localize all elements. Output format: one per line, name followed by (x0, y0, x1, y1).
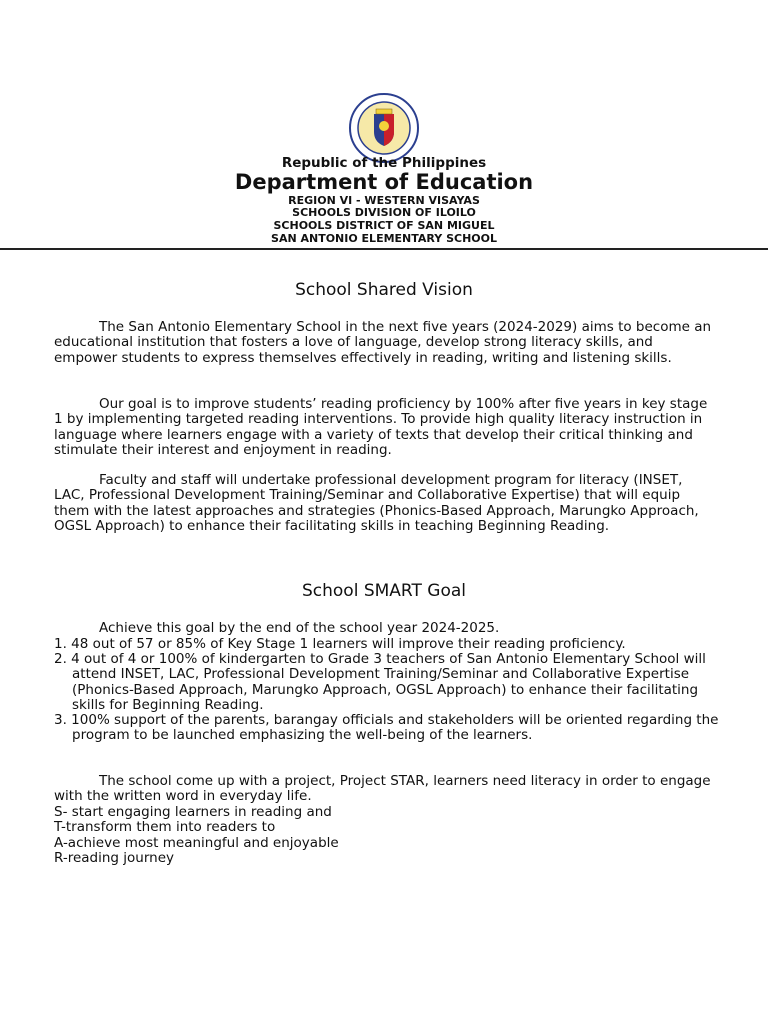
star-line-t: T-transform them into readers to (54, 819, 276, 835)
school-line: SAN ANTONIO ELEMENTARY SCHOOL (271, 232, 497, 245)
vision-paragraph-2: Our goal is to improve students’ reading proficiency by 100% after five years in key stage 1 by implementing targeted reading interventions. To provide high quality literacy instruction in language where learners engage with a variety of texts that develop their critical thinking and stimulate their interest and enjoyment in reading. (54, 396, 708, 459)
star-line-a: A-achieve most meaningful and enjoyable (54, 835, 339, 851)
smart-item-2: 2. 4 out of 4 or 100% of kindergarten to Grade 3 teachers of San Antonio Elementary School will attend INSET, LAC, Professional Development Training/Seminar and Collaborative Expertise (Phonics-Based Approach, Marungko Approach, OGSL Approach) to enhance their facilitating skills for Beginning Reading. (54, 651, 706, 714)
header-divider (0, 248, 768, 250)
smart-intro: Achieve this goal by the end of the school year 2024-2025. (99, 620, 500, 636)
smart-title: School SMART Goal (301, 581, 466, 601)
deped-seal-logo (348, 92, 420, 164)
vision-paragraph-3: Faculty and staff will undertake professional development program for literacy (INSET, LAC, Professional Development Training/Seminar and Collaborative Expertise) that will equip them with the latest approaches and strategies (Phonics-Based Approach, Marungko Approach, OGSL Approach) to enhance their facilitating skills in teaching Beginning Reading. (54, 472, 699, 535)
project-paragraph: The school come up with a project, Project STAR, learners need literacy in order to engage with the written word in everyday life. (54, 773, 711, 805)
star-line-s: S- start engaging learners in reading and (54, 804, 332, 820)
star-line-r: R-reading journey (54, 850, 175, 866)
region-line: REGION VI - WESTERN VISAYAS (288, 194, 480, 207)
district-line: SCHOOLS DISTRICT OF SAN MIGUEL (273, 219, 495, 232)
smart-item-1: 1. 48 out of 57 or 85% of Key Stage 1 learners will improve their reading proficiency. (54, 636, 626, 652)
division-line: SCHOOLS DIVISION OF ILOILO (292, 206, 476, 219)
department-title: Department of Education (234, 170, 534, 194)
vision-paragraph-1: The San Antonio Elementary School in the next five years (2024-2029) aims to become an educational institution that fosters a love of language, develop strong literacy skills, and empower students to express themselves effectively in reading, writing and listening skills. (54, 319, 712, 366)
republic-line: Republic of the Philippines (281, 155, 487, 171)
smart-item-3: 3. 100% support of the parents, barangay officials and stakeholders will be oriented regarding the program to be launched emphasizing the well-being of the learners. (54, 712, 719, 744)
vision-title: School Shared Vision (295, 280, 473, 300)
